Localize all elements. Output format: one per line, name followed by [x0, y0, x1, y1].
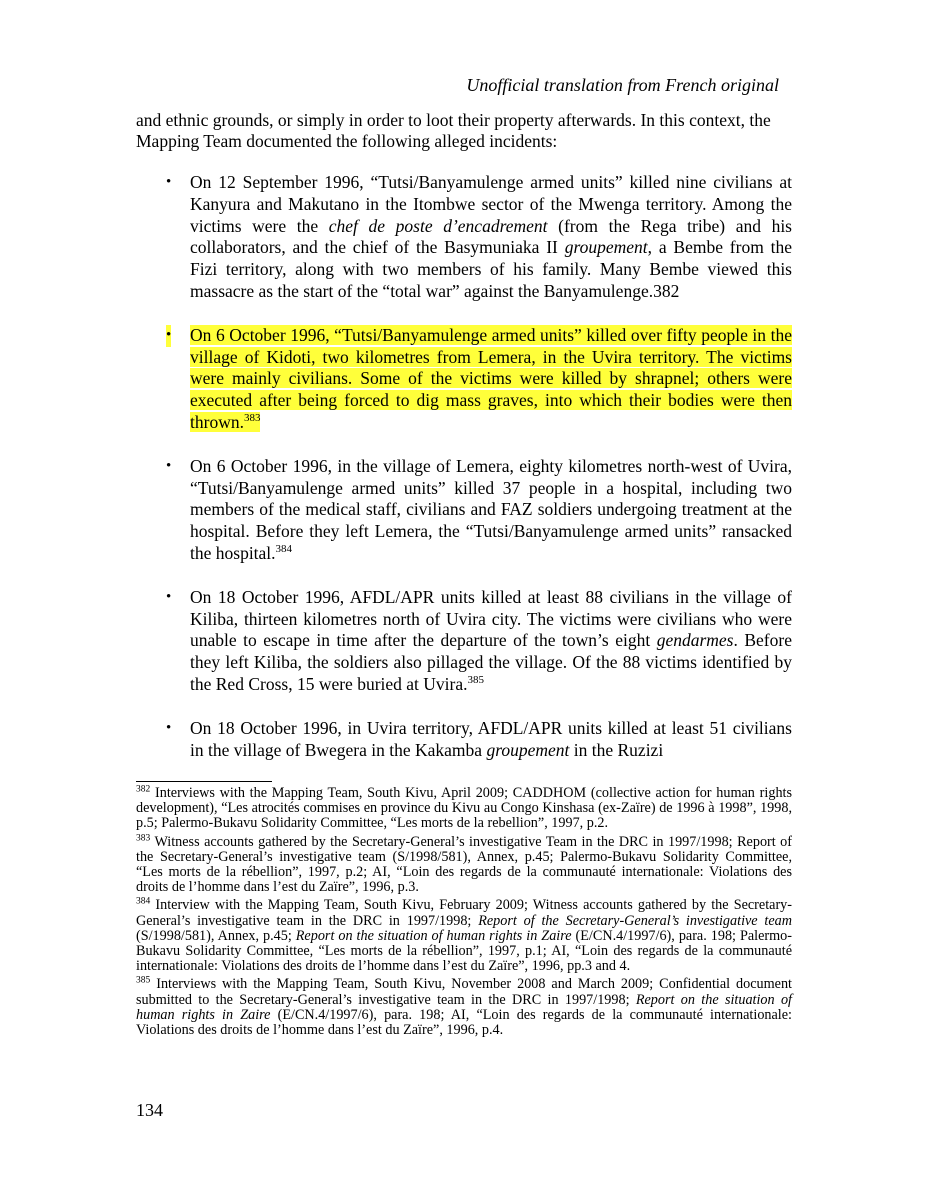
footnote-text: Witness accounts gathered by the Secretary-General’s investigative Team in the DRC in 1997/1998; Report of the Secretary-General’s investigative team (S/1998/581), Annex, p.45; Palermo-Bukavu Solidarity Committee, “Les morts de la rébellion”, 1997, p.2; AI, “Loin des regards de la communauté internationale: Violations des droits de l’homme dans l’est du Zaïre”, 1996, p.3.: [136, 833, 792, 896]
bullet-icon: •: [166, 325, 171, 347]
footnote-italic: Report of the Secretary-General’s investigative team: [478, 912, 792, 929]
running-header: Unofficial translation from French original: [466, 75, 779, 95]
footnotes: [136, 786, 792, 1041]
item-text: On 18 October 1996, AFDL/APR units killed at least 88 civilians in the village of Kiliba, thirteen kilometres north of Uvira city. The victims were civilians who were unable to escape in time after the departure of the town’s eight: [190, 586, 792, 651]
item-text: On 18 October 1996, in Uvira territory, AFDL/APR units killed at least 51 civilians in the village of Bwegera in the Kakamba: [190, 717, 792, 760]
footnote-number: 384: [136, 896, 151, 907]
item-italic: groupement: [486, 739, 570, 760]
footnote-number: 383: [136, 832, 151, 843]
footnote-italic: Report on the situation of human rights in Zaire: [136, 991, 792, 1023]
incident-list: [136, 172, 792, 783]
item-text: On 6 October 1996, in the village of Lemera, eighty kilometres north-west of Uvira, “Tutsi/Banyamulenge armed units” killed 37 people in a hospital, including two members of the medical staff, civilians and FAZ soldiers undergoing treatment at the hospital. Before they left Lemera, the “Tutsi/Banyamulenge armed units” ransacked the hospital.: [190, 455, 792, 563]
footnote-ref[interactable]: 384: [275, 543, 293, 556]
footnote-text: Interviews with the Mapping Team, South Kivu, November 2008 and March 2009; Confidential document submitted to the Secretary-General’s investigative team in the DRC in 1997/1998;: [136, 976, 792, 1008]
footnote-separator: [136, 781, 272, 782]
footnote-text: (S/1998/581), Annex, p.45;: [136, 927, 296, 944]
footnote: [136, 977, 792, 1038]
bullet-icon: •: [166, 457, 172, 474]
footnote-text: (E/CN.4/1997/6), para. 198; AI, “Loin des regards de la communauté internationale: Violations des droits de l’homme dans l’est du Zaïre”, 1996, p.4.: [136, 1006, 792, 1039]
footnote: [136, 832, 792, 896]
list-item: [136, 172, 792, 303]
item-text: in the Ruzizi: [569, 739, 664, 760]
footnote-text: Interview with the Mapping Team, South Kivu, February 2009; Witness accounts gathered by the Secretary-General’s investigative team in the DRC in 1997/1998;: [136, 897, 792, 929]
footnote-number: 382: [136, 784, 151, 795]
bullet-icon: •: [166, 719, 172, 736]
list-item: [136, 456, 792, 565]
highlighted-text: [190, 325, 792, 432]
list-item: [136, 718, 792, 762]
footnote-number: 385: [136, 975, 151, 986]
footnote: [136, 898, 792, 974]
bullet-icon: •: [166, 588, 172, 605]
item-italic: groupement: [564, 237, 648, 258]
footnote-ref[interactable]: 385: [467, 674, 484, 687]
footnote-italic: Report on the situation of human rights in Zaire: [295, 927, 572, 944]
footnote-text: Interviews with the Mapping Team, South Kivu, April 2009; CADDHOM (collective action for human rights development), “Les atrocités commises en province du Kivu au Congo Kinshasa (ex-Zaïre) de 1996 à 1998”, 1998, p.5; Palermo-Bukavu Solidarity Committee, “Les morts de la rebellion”, 1997, p.2.: [136, 785, 792, 832]
item-text: On 6 October 1996, “Tutsi/Banyamulenge armed units” killed over fifty people in the village of Kidoti, two kilometres from Lemera, in the Uvira territory. The victims were mainly civilians. Some of the victims were killed by shrapnel; others were executed after being forced to dig mass graves, into which their bodies were then thrown.: [190, 324, 792, 432]
footnote: [136, 786, 792, 832]
item-italic: gendarmes: [656, 630, 734, 651]
page-number: 134: [136, 1100, 163, 1120]
item-italic: chef de poste d’encadrement: [328, 215, 548, 236]
item-text: . Before they left Kiliba, the soldiers also pillaged the village. Of the 88 victims identified by the Red Cross, 15 were buried at Uvira.: [190, 630, 792, 694]
item-text: , a Bembe from the Fizi territory, along with two members of his family. Many Bembe viewed this massacre as the start of the “total war” against the Banyamulenge.382: [190, 237, 792, 301]
list-item: [136, 587, 792, 696]
item-text: On 12 September 1996, “Tutsi/Banyamulenge armed units” killed nine civilians at Kanyura and Makutano in the Itombwe sector of the Mwenga territory. Among the victims were the: [190, 172, 792, 236]
intro-paragraph: and ethnic grounds, or simply in order to loot their property afterwards. In this context, the Mapping Team documented the following alleged incidents:: [136, 110, 771, 151]
item-text: (from the Rega tribe) and his collaborators, and the chief of the Basymuniaka II: [190, 215, 792, 258]
footnote-text: (E/CN.4/1997/6), para. 198; Palermo-Bukavu Solidarity Committee, “Les morts de la rébellion”, 1997, p.1; AI, “Loin des regards de la communauté internationale: Violations des droits de l’homme dans l’est du Zaïre”, 1996, pp.3 and 4.: [136, 927, 792, 975]
list-item-highlighted: [136, 325, 792, 434]
bullet-icon: •: [166, 174, 172, 190]
footnote-ref[interactable]: 383: [243, 412, 261, 425]
